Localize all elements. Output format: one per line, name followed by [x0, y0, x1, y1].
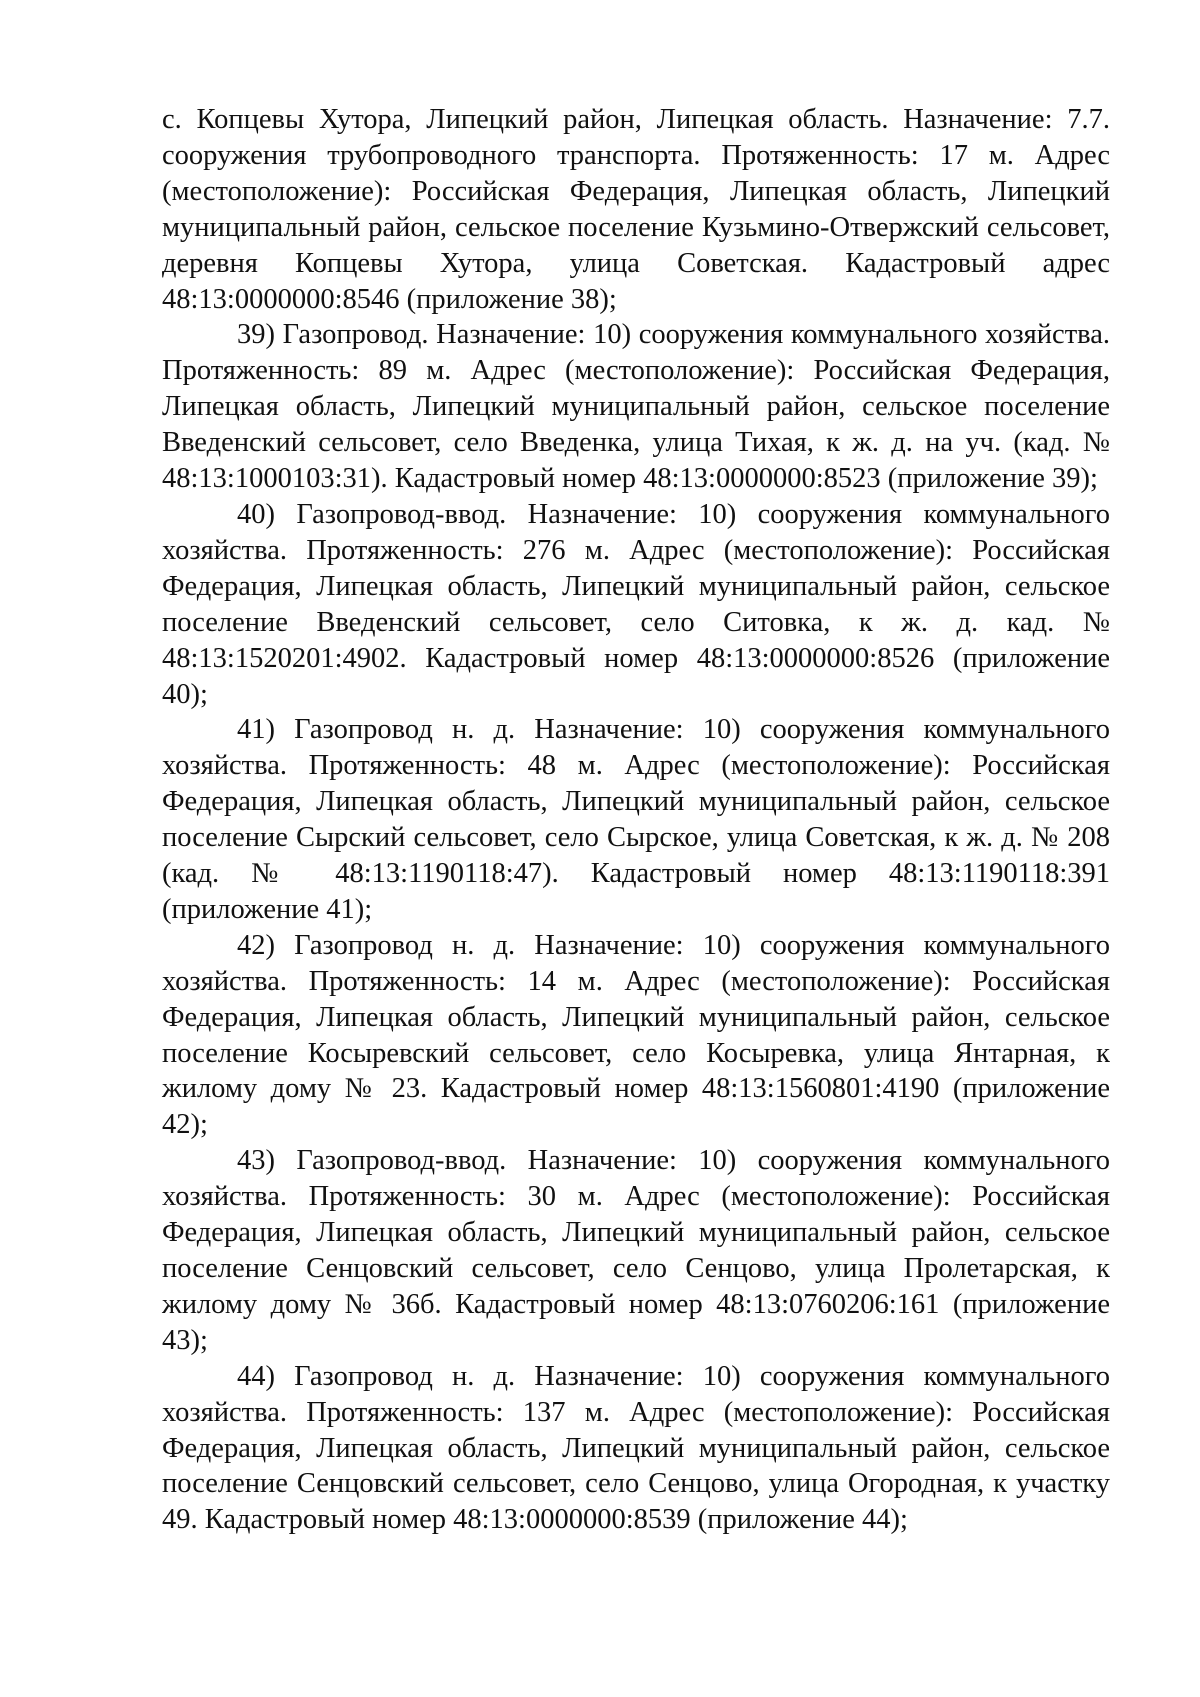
- item-number: 42): [237, 929, 275, 961]
- document-page: [162, 102, 1110, 1538]
- paragraph-item-40: [162, 497, 1110, 712]
- paragraph-item-41: [162, 712, 1110, 927]
- paragraph-item-43: [162, 1143, 1110, 1358]
- paragraph-text: Газопровод н. д. Назначение: 10) сооружения коммунального хозяйства. Протяженность: 14 м. Адрес (местоположение): Российская Федерация, Липецкая область, Липецкий муниципальный район, сельское поселение Косыревский сельсовет, село Косыревка, улица Янтарная, к жилому дому № 23. Кадастровый номер 48:13:1560801:4190 (приложение 42);: [162, 929, 1110, 1141]
- paragraph-text: Газопровод-ввод. Назначение: 10) сооружения коммунального хозяйства. Протяженность: 276 м. Адрес (местоположение): Российская Федерация, Липецкая область, Липецкий муниципальный район, сельское поселение Введенский сельсовет, село Ситовка, к ж. д. кад. № 48:13:1520201:4902. Кадастровый номер 48:13:0000000:8526 (приложение 40);: [162, 498, 1110, 710]
- paragraph-text: Газопровод н. д. Назначение: 10) сооружения коммунального хозяйства. Протяженность: 48 м. Адрес (местоположение): Российская Федерация, Липецкая область, Липецкий муниципальный район, сельское поселение Сырский сельсовет, село Сырское, улица Советская, к ж. д. № 208 (кад. № 48:13:1190118:47). Кадастровый номер 48:13:1190118:391 (приложение 41);: [162, 714, 1110, 925]
- paragraph-item-42: [162, 928, 1110, 1143]
- paragraph-text: Газопровод. Назначение: 10) сооружения коммунального хозяйства. Протяженность: 89 м. Адрес (местоположение): Российская Федерация, Липецкая область, Липецкий муниципальный район, сельское поселение Введенский сельсовет, село Введенка, улица Тихая, к ж. д. на уч. (кад. № 48:13:1000103:31). Кадастровый номер 48:13:0000000:8523 (приложение 39);: [162, 319, 1111, 495]
- paragraph-text: Газопровод н. д. Назначение: 10) сооружения коммунального хозяйства. Протяженность: 137 м. Адрес (местоположение): Российская Федерация, Липецкая область, Липецкий муниципальный район, сельское поселение Сенцовский сельсовет, село Сенцово, улица Огородная, к участку 49. Кадастровый номер 48:13:0000000:8539 (приложение 44);: [162, 1360, 1110, 1536]
- paragraph-text: с. Копцевы Хутора, Липецкий район, Липецкая область. Назначение: 7.7. сооружения трубопроводного транспорта. Протяженность: 17 м. Адрес (местоположение): Российская Федерация, Липецкая область, Липецкий муниципальный район, сельское поселение Кузьмино-Отвержский сельсовет, деревня Копцевы Хутора, улица Советская. Кадастровый адрес 48:13:0000000:8546 (приложение 38);: [162, 104, 1110, 315]
- item-number: 43): [237, 1145, 275, 1177]
- item-number: 39): [237, 319, 275, 351]
- paragraph-text: Газопровод-ввод. Назначение: 10) сооружения коммунального хозяйства. Протяженность: 30 м. Адрес (местоположение): Российская Федерация, Липецкая область, Липецкий муниципальный район, сельское поселение Сенцовский сельсовет, село Сенцово, улица Пролетарская, к жилому дому № 36б. Кадастровый номер 48:13:0760206:161 (приложение 43);: [162, 1145, 1110, 1356]
- paragraph-item-44: [162, 1359, 1110, 1539]
- paragraph-item-39: [162, 317, 1110, 497]
- paragraph-continuation: [162, 102, 1110, 317]
- item-number: 41): [237, 714, 275, 746]
- item-number: 40): [237, 498, 275, 530]
- item-number: 44): [237, 1360, 275, 1392]
